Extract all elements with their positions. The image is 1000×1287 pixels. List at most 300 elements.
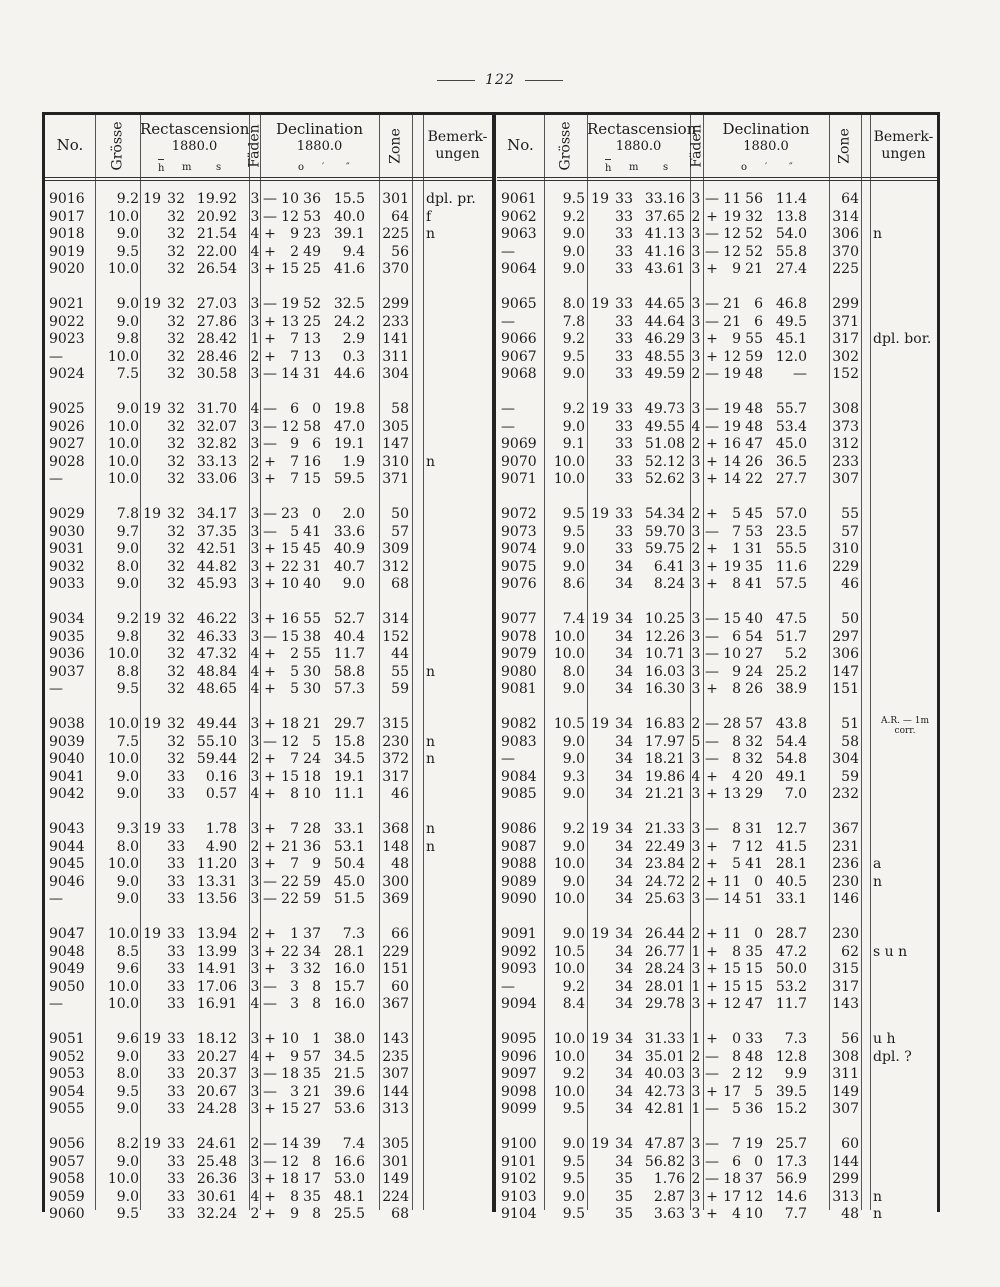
cell-m: 34 — [615, 768, 633, 785]
cell-z: 230 — [832, 873, 859, 890]
cell-z: 317 — [832, 978, 859, 995]
cell-z: 68 — [391, 1206, 409, 1222]
cell-gr: 9.0 — [116, 873, 139, 890]
cell-gr: 9.5 — [562, 191, 585, 207]
cell-gr: 9.5 — [116, 681, 139, 697]
cell-s: 23.84 — [644, 856, 685, 872]
cell-m: 33 — [615, 541, 633, 557]
cell-no: 9074 — [501, 541, 537, 557]
cell-no: 9016 — [49, 191, 85, 207]
cell-f: 3 — [691, 1136, 701, 1152]
cell-se: 47.0 — [333, 418, 365, 435]
cell-sg: — — [705, 1066, 719, 1082]
cell-no: 9043 — [49, 821, 85, 837]
cell-s: 49.59 — [644, 366, 685, 382]
cell-no: 9051 — [49, 1031, 85, 1047]
cell-f: 3 — [250, 1031, 260, 1047]
cell-s: 16.30 — [644, 681, 685, 697]
cell-sg: — — [263, 523, 277, 540]
cell-se: 45.0 — [775, 436, 807, 452]
cell-d: 19 — [723, 558, 741, 575]
cell-se: 52.7 — [333, 611, 365, 627]
cell-gr: 10.0 — [553, 453, 585, 470]
cell-s: 52.62 — [644, 471, 685, 487]
cell-no: 9028 — [49, 453, 85, 470]
cell-no: 9078 — [501, 628, 537, 645]
cell-no: 9045 — [49, 856, 85, 872]
table-row — [497, 1031, 937, 1048]
cell-m: 34 — [615, 716, 633, 732]
cell-f: 3 — [691, 891, 701, 907]
cell-mi: 16 — [303, 453, 321, 470]
cell-gr: 9.0 — [562, 926, 585, 942]
cell-m: 34 — [615, 856, 633, 872]
cell-mi: 9 — [312, 856, 321, 872]
cell-se: 12.7 — [775, 821, 807, 837]
cell-sg: — — [263, 296, 277, 312]
cell-s: 33.06 — [196, 471, 237, 487]
cell-no: 9031 — [49, 541, 85, 557]
cell-b: n — [426, 733, 436, 750]
cell-z: 233 — [382, 313, 409, 330]
cell-h: 19 — [591, 926, 609, 942]
cell-b: A.R. — 1m corr. — [881, 716, 929, 736]
header-declination — [703, 115, 829, 177]
cell-no: 9070 — [501, 453, 537, 470]
cell-m: 33 — [167, 838, 185, 855]
cell-mi: 8 — [312, 1153, 321, 1170]
cell-gr: 9.6 — [116, 961, 139, 977]
cell-z: 314 — [382, 611, 409, 627]
table-row — [497, 681, 937, 698]
cell-s: 25.63 — [644, 891, 685, 907]
cell-m: 33 — [167, 1101, 185, 1117]
cell-m: 32 — [167, 401, 185, 417]
cell-mi: 31 — [745, 541, 763, 557]
cell-mi: 48 — [745, 366, 763, 382]
cell-se: 48.1 — [333, 1188, 365, 1205]
cell-f: 4 — [250, 996, 260, 1012]
cell-sg: + — [706, 1188, 718, 1205]
cell-z: 302 — [832, 348, 859, 365]
cell-f: 3 — [691, 226, 701, 242]
cell-gr: 9.2 — [562, 401, 585, 417]
cell-d: 10 — [281, 191, 299, 207]
table-row — [45, 524, 492, 541]
cell-sg: — — [705, 191, 719, 207]
cell-m: 32 — [167, 733, 185, 750]
cell-sg: — — [263, 733, 277, 750]
cell-s: 45.93 — [196, 576, 237, 592]
cell-d: 9 — [732, 261, 741, 277]
cell-d: 9 — [732, 663, 741, 680]
cell-d: 22 — [281, 891, 299, 907]
cell-f: 1 — [691, 1101, 701, 1117]
cell-se: 55.5 — [775, 541, 807, 557]
cell-s: 13.94 — [196, 926, 237, 942]
cell-sg: — — [705, 296, 719, 312]
cell-se: 33.1 — [775, 891, 807, 907]
cell-s: 52.12 — [644, 453, 685, 470]
cell-gr: 8.0 — [116, 558, 139, 575]
left-catalogue-table — [45, 115, 492, 1222]
cell-d: 11 — [723, 926, 741, 942]
cell-f: 3 — [691, 296, 701, 312]
cell-no: 9023 — [49, 331, 85, 347]
cell-m: 33 — [167, 768, 185, 785]
cell-mi: 20 — [745, 768, 763, 785]
cell-se: — — [793, 366, 807, 382]
cell-se: 11.6 — [775, 558, 807, 575]
cell-no: 9082 — [501, 716, 537, 732]
cell-sg: — — [705, 401, 719, 417]
cell-no: 9042 — [49, 786, 85, 802]
cell-sg: + — [264, 1031, 276, 1047]
cell-z: 313 — [382, 1101, 409, 1117]
cell-sg: + — [706, 838, 718, 855]
cell-gr: 10.0 — [107, 436, 139, 452]
cell-z: 231 — [832, 838, 859, 855]
cell-z: 147 — [832, 663, 859, 680]
cell-sg: + — [706, 873, 718, 890]
cell-mi: 8 — [312, 1206, 321, 1222]
cell-f: 4 — [250, 1188, 260, 1205]
cell-no: — — [49, 681, 63, 697]
cell-m: 32 — [167, 226, 185, 242]
cell-se: 54.8 — [775, 751, 807, 767]
cell-d: 14 — [723, 453, 741, 470]
cell-z: 44 — [391, 646, 409, 662]
table-row — [497, 419, 937, 436]
cell-m: 32 — [167, 663, 185, 680]
table-row — [45, 629, 492, 646]
cell-mi: 12 — [745, 838, 763, 855]
cell-se: 7.4 — [342, 1136, 365, 1152]
header-declination-epoch: 1880.0 — [296, 139, 343, 154]
right-catalogue-table — [497, 115, 937, 1222]
cell-m: 32 — [167, 313, 185, 330]
cell-b: n — [426, 838, 436, 855]
table-row — [497, 296, 937, 313]
table-row — [45, 681, 492, 698]
cell-mi: 57 — [745, 716, 763, 732]
cell-h: 19 — [591, 821, 609, 837]
cell-d: 14 — [723, 471, 741, 487]
table-row — [497, 244, 937, 261]
cell-gr: 10.0 — [553, 628, 585, 645]
cell-mi: 36 — [745, 1101, 763, 1117]
cell-gr: 9.5 — [562, 506, 585, 522]
cell-h: 19 — [591, 716, 609, 732]
cell-sg: + — [706, 1083, 718, 1100]
cell-sg: — — [263, 1066, 277, 1082]
cell-s: 54.34 — [644, 506, 685, 522]
cell-f: 3 — [250, 558, 260, 575]
cell-s: 47.32 — [196, 646, 237, 662]
table-row — [45, 471, 492, 488]
cell-z: 310 — [382, 453, 409, 470]
cell-z: 48 — [841, 1206, 859, 1222]
cell-se: 50.4 — [333, 856, 365, 872]
header-declination — [260, 115, 379, 177]
cell-m: 32 — [167, 506, 185, 522]
cell-s: 6.41 — [653, 558, 685, 575]
cell-gr: 9.5 — [562, 1153, 585, 1170]
cell-d: 4 — [732, 1206, 741, 1222]
cell-f: 3 — [691, 261, 701, 277]
cell-sg: + — [706, 1206, 718, 1222]
cell-sg: + — [264, 226, 276, 242]
cell-d: 15 — [723, 961, 741, 977]
cell-z: 225 — [832, 261, 859, 277]
cell-sg: + — [264, 961, 276, 977]
table-row — [497, 856, 937, 873]
cell-se: 32.5 — [333, 296, 365, 312]
cell-f: 3 — [250, 576, 260, 592]
cell-gr: 9.8 — [116, 628, 139, 645]
cell-mi: 26 — [745, 681, 763, 697]
cell-sg: + — [706, 541, 718, 557]
cell-d: 8 — [732, 1048, 741, 1065]
cell-m: 32 — [167, 523, 185, 540]
cell-h: 19 — [143, 611, 161, 627]
cell-s: 26.44 — [644, 926, 685, 942]
cell-s: 24.72 — [644, 873, 685, 890]
header-dec-unit: ′ — [322, 162, 325, 173]
cell-gr: 9.0 — [562, 786, 585, 802]
cell-gr: 9.0 — [562, 733, 585, 750]
cell-mi: 17 — [303, 1171, 321, 1187]
cell-mi: 12 — [745, 1066, 763, 1082]
cell-d: 19 — [723, 366, 741, 382]
cell-se: 38.9 — [775, 681, 807, 697]
cell-se: 1.9 — [342, 453, 365, 470]
cell-s: 42.81 — [644, 1101, 685, 1117]
cell-se: 11.7 — [333, 646, 365, 662]
cell-s: 14.91 — [196, 961, 237, 977]
cell-gr: 9.3 — [116, 821, 139, 837]
cell-se: 51.5 — [333, 891, 365, 907]
cell-m: 34 — [615, 873, 633, 890]
cell-b: dpl. bor. — [873, 331, 932, 347]
cell-mi: 35 — [745, 558, 763, 575]
cell-d: 6 — [290, 401, 299, 417]
cell-z: 144 — [382, 1083, 409, 1100]
cell-se: 34.5 — [333, 1048, 365, 1065]
cell-z: 304 — [382, 366, 409, 382]
cell-s: 16.91 — [196, 996, 237, 1012]
cell-mi: 58 — [303, 418, 321, 435]
cell-m: 34 — [615, 646, 633, 662]
cell-d: 15 — [281, 261, 299, 277]
cell-se: 49.1 — [775, 768, 807, 785]
cell-z: 301 — [382, 191, 409, 207]
cell-mi: 45 — [745, 506, 763, 522]
cell-z: 64 — [391, 208, 409, 225]
cell-no: 9083 — [501, 733, 537, 750]
cell-d: 15 — [281, 541, 299, 557]
cell-m: 33 — [167, 1188, 185, 1205]
cell-d: 8 — [290, 786, 299, 802]
cell-h: 19 — [591, 1136, 609, 1152]
cell-no: 9020 — [49, 261, 85, 277]
cell-b: n — [426, 226, 436, 242]
cell-z: 46 — [841, 576, 859, 592]
cell-m: 33 — [615, 523, 633, 540]
cell-mi: 6 — [754, 313, 763, 330]
cell-m: 34 — [615, 786, 633, 802]
cell-gr: 10.5 — [553, 943, 585, 960]
cell-z: 299 — [832, 296, 859, 312]
cell-s: 31.70 — [196, 401, 237, 417]
cell-d: 13 — [723, 786, 741, 802]
cell-d: 5 — [732, 1101, 741, 1117]
cell-z: 371 — [832, 313, 859, 330]
cell-b: dpl. ? — [873, 1048, 912, 1065]
cell-s: 48.55 — [644, 348, 685, 365]
cell-b: s u n — [873, 943, 908, 960]
cell-z: 55 — [841, 506, 859, 522]
cell-f: 3 — [691, 401, 701, 417]
cell-m: 33 — [615, 366, 633, 382]
cell-mi: 57 — [303, 1048, 321, 1065]
cell-sg: — — [705, 523, 719, 540]
cell-se: 15.5 — [333, 191, 365, 207]
cell-sg: — — [705, 313, 719, 330]
cell-gr: 10.0 — [553, 471, 585, 487]
table-row — [497, 314, 937, 331]
cell-s: 4.90 — [205, 838, 237, 855]
cell-mi: 10 — [303, 786, 321, 802]
cell-no: 9086 — [501, 821, 537, 837]
cell-gr: 10.0 — [107, 926, 139, 942]
cell-se: 55.8 — [775, 243, 807, 260]
table-row — [45, 1031, 492, 1048]
cell-s: 22.00 — [196, 243, 237, 260]
cell-d: 12 — [723, 348, 741, 365]
cell-sg: + — [264, 471, 276, 487]
cell-gr: 10.0 — [107, 418, 139, 435]
cell-h: 19 — [143, 1031, 161, 1047]
cell-m: 33 — [167, 996, 185, 1012]
cell-s: 28.46 — [196, 348, 237, 365]
cell-gr: 10.0 — [553, 961, 585, 977]
header-declination-label: Declination — [722, 120, 810, 138]
header-zone-label: Zone — [387, 128, 403, 164]
cell-d: 21 — [723, 313, 741, 330]
cell-z: 297 — [832, 628, 859, 645]
cell-gr: 10.0 — [107, 1171, 139, 1187]
table-row — [45, 576, 492, 593]
table-row — [497, 209, 937, 226]
cell-mi: 37 — [303, 926, 321, 942]
cell-mi: 30 — [303, 681, 321, 697]
cell-no: 9064 — [501, 261, 537, 277]
cell-sg: + — [264, 856, 276, 872]
cell-gr: 9.0 — [116, 1048, 139, 1065]
table-row — [45, 226, 492, 243]
cell-z: 305 — [382, 1136, 409, 1152]
cell-z: 143 — [832, 996, 859, 1012]
cell-sg: + — [706, 996, 718, 1012]
table-header — [45, 115, 492, 178]
cell-no: 9049 — [49, 961, 85, 977]
cell-gr: 9.0 — [562, 243, 585, 260]
cell-se: 7.3 — [784, 1031, 807, 1047]
cell-sg: + — [706, 681, 718, 697]
cell-f: 5 — [691, 733, 701, 750]
cell-sg: — — [263, 996, 277, 1012]
cell-z: 59 — [391, 681, 409, 697]
cell-z: 368 — [382, 821, 409, 837]
header-faeden-label: Fäden — [688, 124, 704, 168]
cell-se: 19.8 — [333, 401, 365, 417]
table-row — [45, 734, 492, 751]
cell-s: 49.73 — [644, 401, 685, 417]
cell-m: 32 — [167, 243, 185, 260]
cell-d: 16 — [723, 436, 741, 452]
cell-mi: 32 — [745, 733, 763, 750]
table-row — [497, 839, 937, 856]
cell-no: 9071 — [501, 471, 537, 487]
cell-s: 0.57 — [205, 786, 237, 802]
cell-z: 58 — [841, 733, 859, 750]
cell-z: 151 — [382, 961, 409, 977]
cell-d: 19 — [723, 418, 741, 435]
table-row — [497, 191, 937, 208]
cell-m: 32 — [167, 628, 185, 645]
table-row — [497, 821, 937, 838]
cell-z: 372 — [382, 751, 409, 767]
cell-z: 307 — [832, 471, 859, 487]
cell-s: 20.67 — [196, 1083, 237, 1100]
cell-d: 13 — [281, 313, 299, 330]
cell-gr: 9.0 — [562, 751, 585, 767]
cell-mi: 27 — [303, 1101, 321, 1117]
table-row — [45, 1066, 492, 1083]
cell-h: 19 — [143, 401, 161, 417]
header-ra-unit: m — [182, 162, 192, 173]
cell-f: 3 — [691, 821, 701, 837]
cell-no: 9021 — [49, 296, 85, 312]
cell-no: 9061 — [501, 191, 537, 207]
cell-m: 34 — [615, 1031, 633, 1047]
cell-sg: — — [263, 208, 277, 225]
cell-gr: 9.5 — [562, 523, 585, 540]
cell-mi: 47 — [745, 436, 763, 452]
cell-gr: 9.2 — [562, 978, 585, 995]
cell-m: 33 — [615, 471, 633, 487]
cell-f: 3 — [250, 1066, 260, 1082]
cell-d: 2 — [290, 243, 299, 260]
cell-se: 58.8 — [333, 663, 365, 680]
cell-gr: 9.0 — [562, 1136, 585, 1152]
cell-no: — — [501, 243, 515, 260]
cell-no: 9091 — [501, 926, 537, 942]
cell-d: 7 — [732, 1136, 741, 1152]
cell-gr: 10.0 — [107, 453, 139, 470]
table-row — [45, 1049, 492, 1066]
cell-mi: 29 — [745, 786, 763, 802]
cell-mi: 55 — [745, 331, 763, 347]
cell-z: 236 — [832, 856, 859, 872]
cell-m: 34 — [615, 611, 633, 627]
header-zone — [829, 115, 861, 177]
cell-d: 5 — [290, 663, 299, 680]
cell-f: 3 — [691, 681, 701, 697]
cell-no: 9058 — [49, 1171, 85, 1187]
cell-gr: 9.0 — [562, 838, 585, 855]
